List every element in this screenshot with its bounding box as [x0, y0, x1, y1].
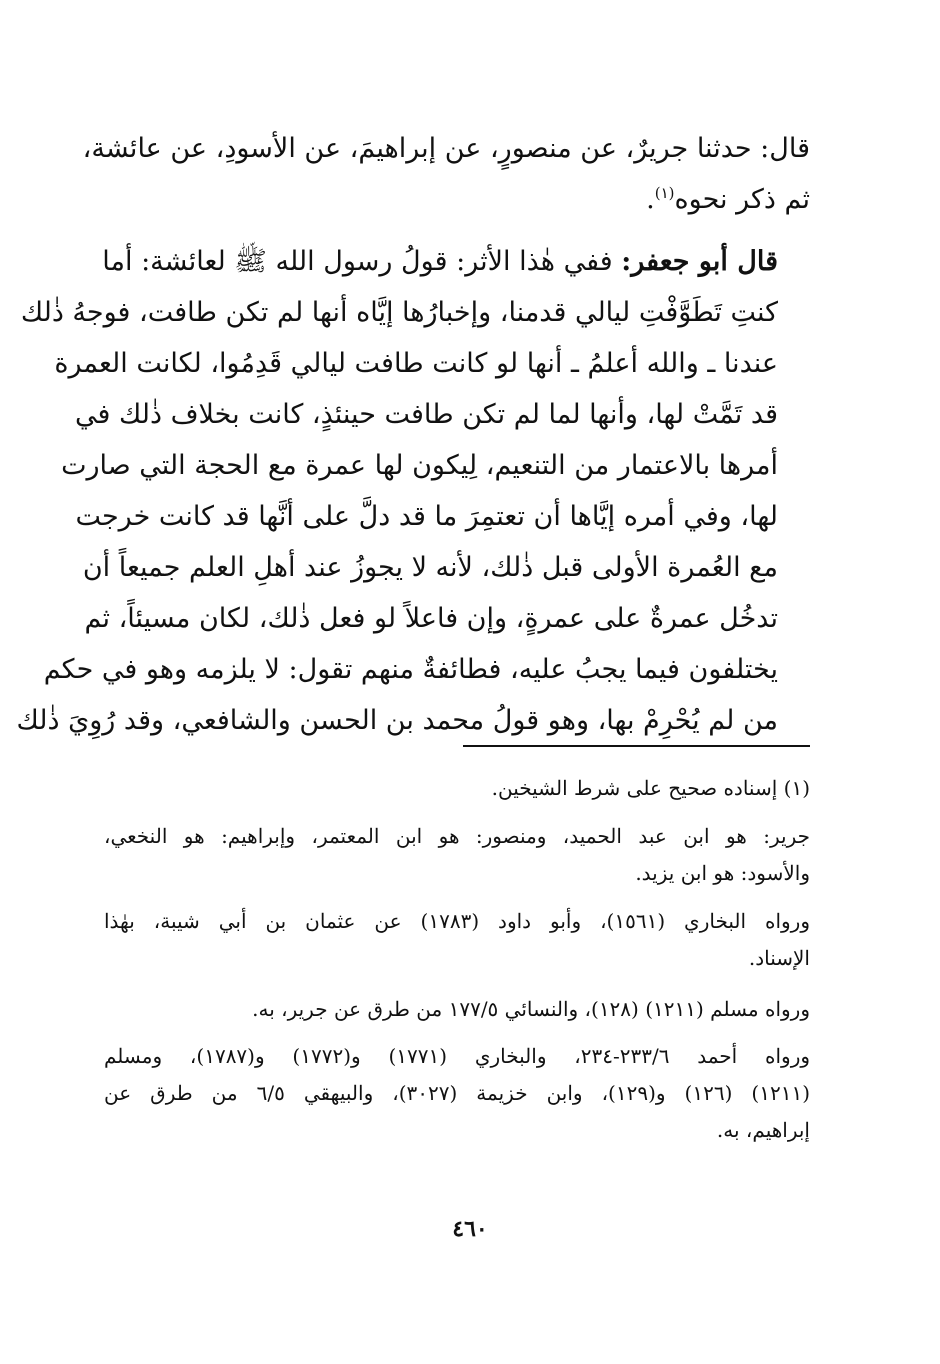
- paragraph-2-line-8: تدخُل عمرةٌ على عمرةٍ، وإن فاعلاً لو فعل ذٰلك، لكان مسيئاً، ثم: [84, 603, 778, 634]
- footnote-2-line-2: والأسود: هو ابن يزيد.: [635, 861, 810, 885]
- footnote-3-line-2: الإسناد.: [748, 946, 810, 970]
- footnote-5-line-2: (١٢١١) (١٢٦) و(١٢٩)، وابن خزيمة (٣٠٢٧)، والبيهقي ٦/٥ من طرق عن: [104, 1081, 810, 1105]
- footnote-2-line-1: جرير: هو ابن عبد الحميد، ومنصور: هو ابن المعتمر، وإبراهيم: هو النخعي،: [104, 824, 810, 848]
- paragraph-2-opening: قال أبو جعفر:: [621, 246, 778, 277]
- paragraph-2-line-10: من لم يُحْرِمْ بها، وهو قولُ محمد بن الحسن والشافعي، وقد رُوِيَ ذٰلك: [16, 705, 778, 736]
- footnote-divider: [463, 745, 810, 747]
- paragraph-1-line-2-text: ثم ذكر نحوه: [674, 184, 810, 215]
- footnote-5-line-1: ورواه أحمد ٢٣٣/٦-٢٣٤، والبخاري (١٧٧١) و(١٧٧٢) و(١٧٨٧)، ومسلم: [104, 1044, 811, 1068]
- paragraph-2-line-9: يختلفون فيما يجبُ عليه، فطائفةٌ منهم تقول: لا يلزمه وهو في حكم: [43, 654, 778, 685]
- footnote-4-text: ورواه مسلم (١٢١١) (١٢٨)، والنسائي ١٧٧/٥ من طرق عن جرير، به.: [252, 997, 810, 1021]
- page-number: ٤٦٠: [452, 1216, 488, 1242]
- paragraph-1-line-2-tail: .: [646, 184, 655, 215]
- paragraph-2-line-4: قد تَمَّتْ لها، وأنها لما لم تكن طافت حينئذٍ، كانت بخلاف ذٰلك في: [74, 399, 778, 430]
- paragraph-1-line-2: [104, 174, 810, 225]
- paragraph-1: [82, 123, 810, 225]
- paragraph-2-line-7: مع العُمرة الأولى قبل ذٰلك، لأنه لا يجوزُ عند أهلِ العلم جميعاً أن: [82, 552, 778, 583]
- paragraph-2-line-2: كنتِ تَطَوَّفْتِ ليالي قدمنا، وإخبارُها إيَّاه أنها لم تكن طافت، فوجهُ ذٰلك: [20, 297, 778, 328]
- footnote-5-line-3: إبراهيم، به.: [716, 1118, 810, 1142]
- footnote-3-line-1: ورواه البخاري (١٥٦١)، وأبو داود (١٧٨٣) عن عثمان بن أبي شيبة، بهٰذا: [104, 909, 811, 933]
- footnote-4: [104, 991, 810, 1028]
- paragraph-2-line-1-rest: ففي هٰذا الأثر: قولُ رسول الله ﷺ لعائشة: أما: [102, 246, 622, 277]
- paragraph-1-line-1: قال: حدثنا جريرٌ، عن منصورٍ، عن إبراهيمَ، عن الأسودِ، عن عائشة،: [82, 133, 810, 164]
- paragraph-2-line-6: لها، وفي أمره إيَّاها أن تعتمِرَ ما قد دلَّ على أنَّها قد كانت خرجت: [75, 501, 778, 532]
- footnote-1: [104, 770, 834, 807]
- paragraph-2: [16, 236, 810, 746]
- footnote-5: [104, 1038, 810, 1149]
- paragraph-2-line-1: [104, 236, 810, 287]
- footnote-2: [104, 818, 810, 892]
- paragraph-2-line-5: أمرها بالاعتمار من التنعيم، لِيكون لها عمرة مع الحجة التي صارت: [61, 450, 778, 481]
- footnote-1-text: (١) إسناده صحيح على شرط الشيخين.: [491, 776, 810, 800]
- footnote-3: [104, 903, 810, 977]
- paragraph-2-line-3: عندنا ـ والله أعلمُ ـ أنها لو كانت طافت ليالي قَدِمُوا، لكانت العمرة: [54, 348, 778, 379]
- footnote-marker: (١): [654, 184, 675, 202]
